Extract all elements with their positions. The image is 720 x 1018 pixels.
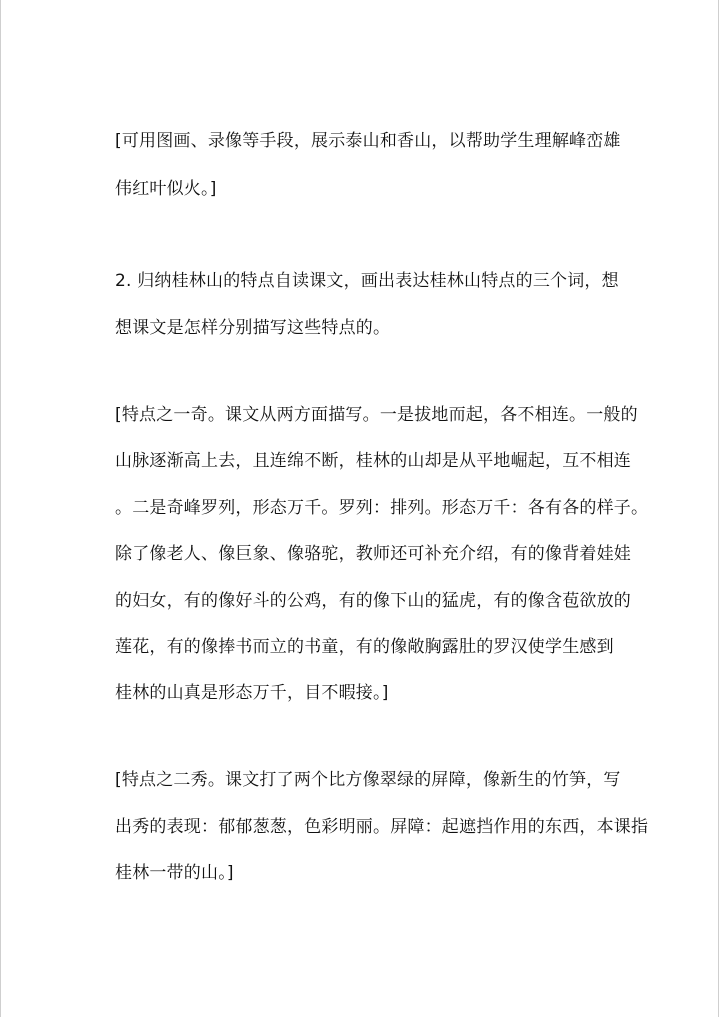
text-line: 桂林的山真是形态万千，目不暇接。] <box>115 683 389 703</box>
text-line: 桂林一带的山。] <box>115 863 234 883</box>
text-line: 的妇女，有的像好斗的公鸡，有的像下山的猛虎，有的像含苞欲放的 <box>115 591 631 611</box>
text-line: [可用图画、录像等手段，展示泰山和香山，以帮助学生理解峰峦雄 <box>115 131 621 151</box>
text-line: 2. 归纳桂林山的特点自读课文，画出表达桂林山特点的三个词，想 <box>115 271 619 291</box>
text-line: 莲花，有的像捧书而立的书童，有的像敞胸露肚的罗汉使学生感到 <box>115 637 614 657</box>
text-line: [特点之一奇。课文从两方面描写。一是拔地而起，各不相连。一般的 <box>115 405 638 425</box>
text-line: [特点之二秀。课文打了两个比方像翠绿的屏障，像新生的竹笋，写 <box>115 770 621 790</box>
text-line: 山脉逐渐高上去，且连绵不断，桂林的山却是从平地崛起，互不相连 <box>115 451 631 471</box>
text-line: 想课文是怎样分别描写这些特点的。 <box>115 318 391 338</box>
text-line: 伟红叶似火。] <box>115 179 217 199</box>
text-line: 出秀的表现：郁郁葱葱，色彩明丽。屏障：起遮挡作用的东西，本课指 <box>115 817 649 837</box>
text-line: 除了像老人、像巨象、像骆驼，教师还可补充介绍，有的像背着娃娃 <box>115 544 631 564</box>
text-line: 。二是奇峰罗列，形态万千。罗列：排列。形态万千：各有各的样子。 <box>115 498 649 518</box>
